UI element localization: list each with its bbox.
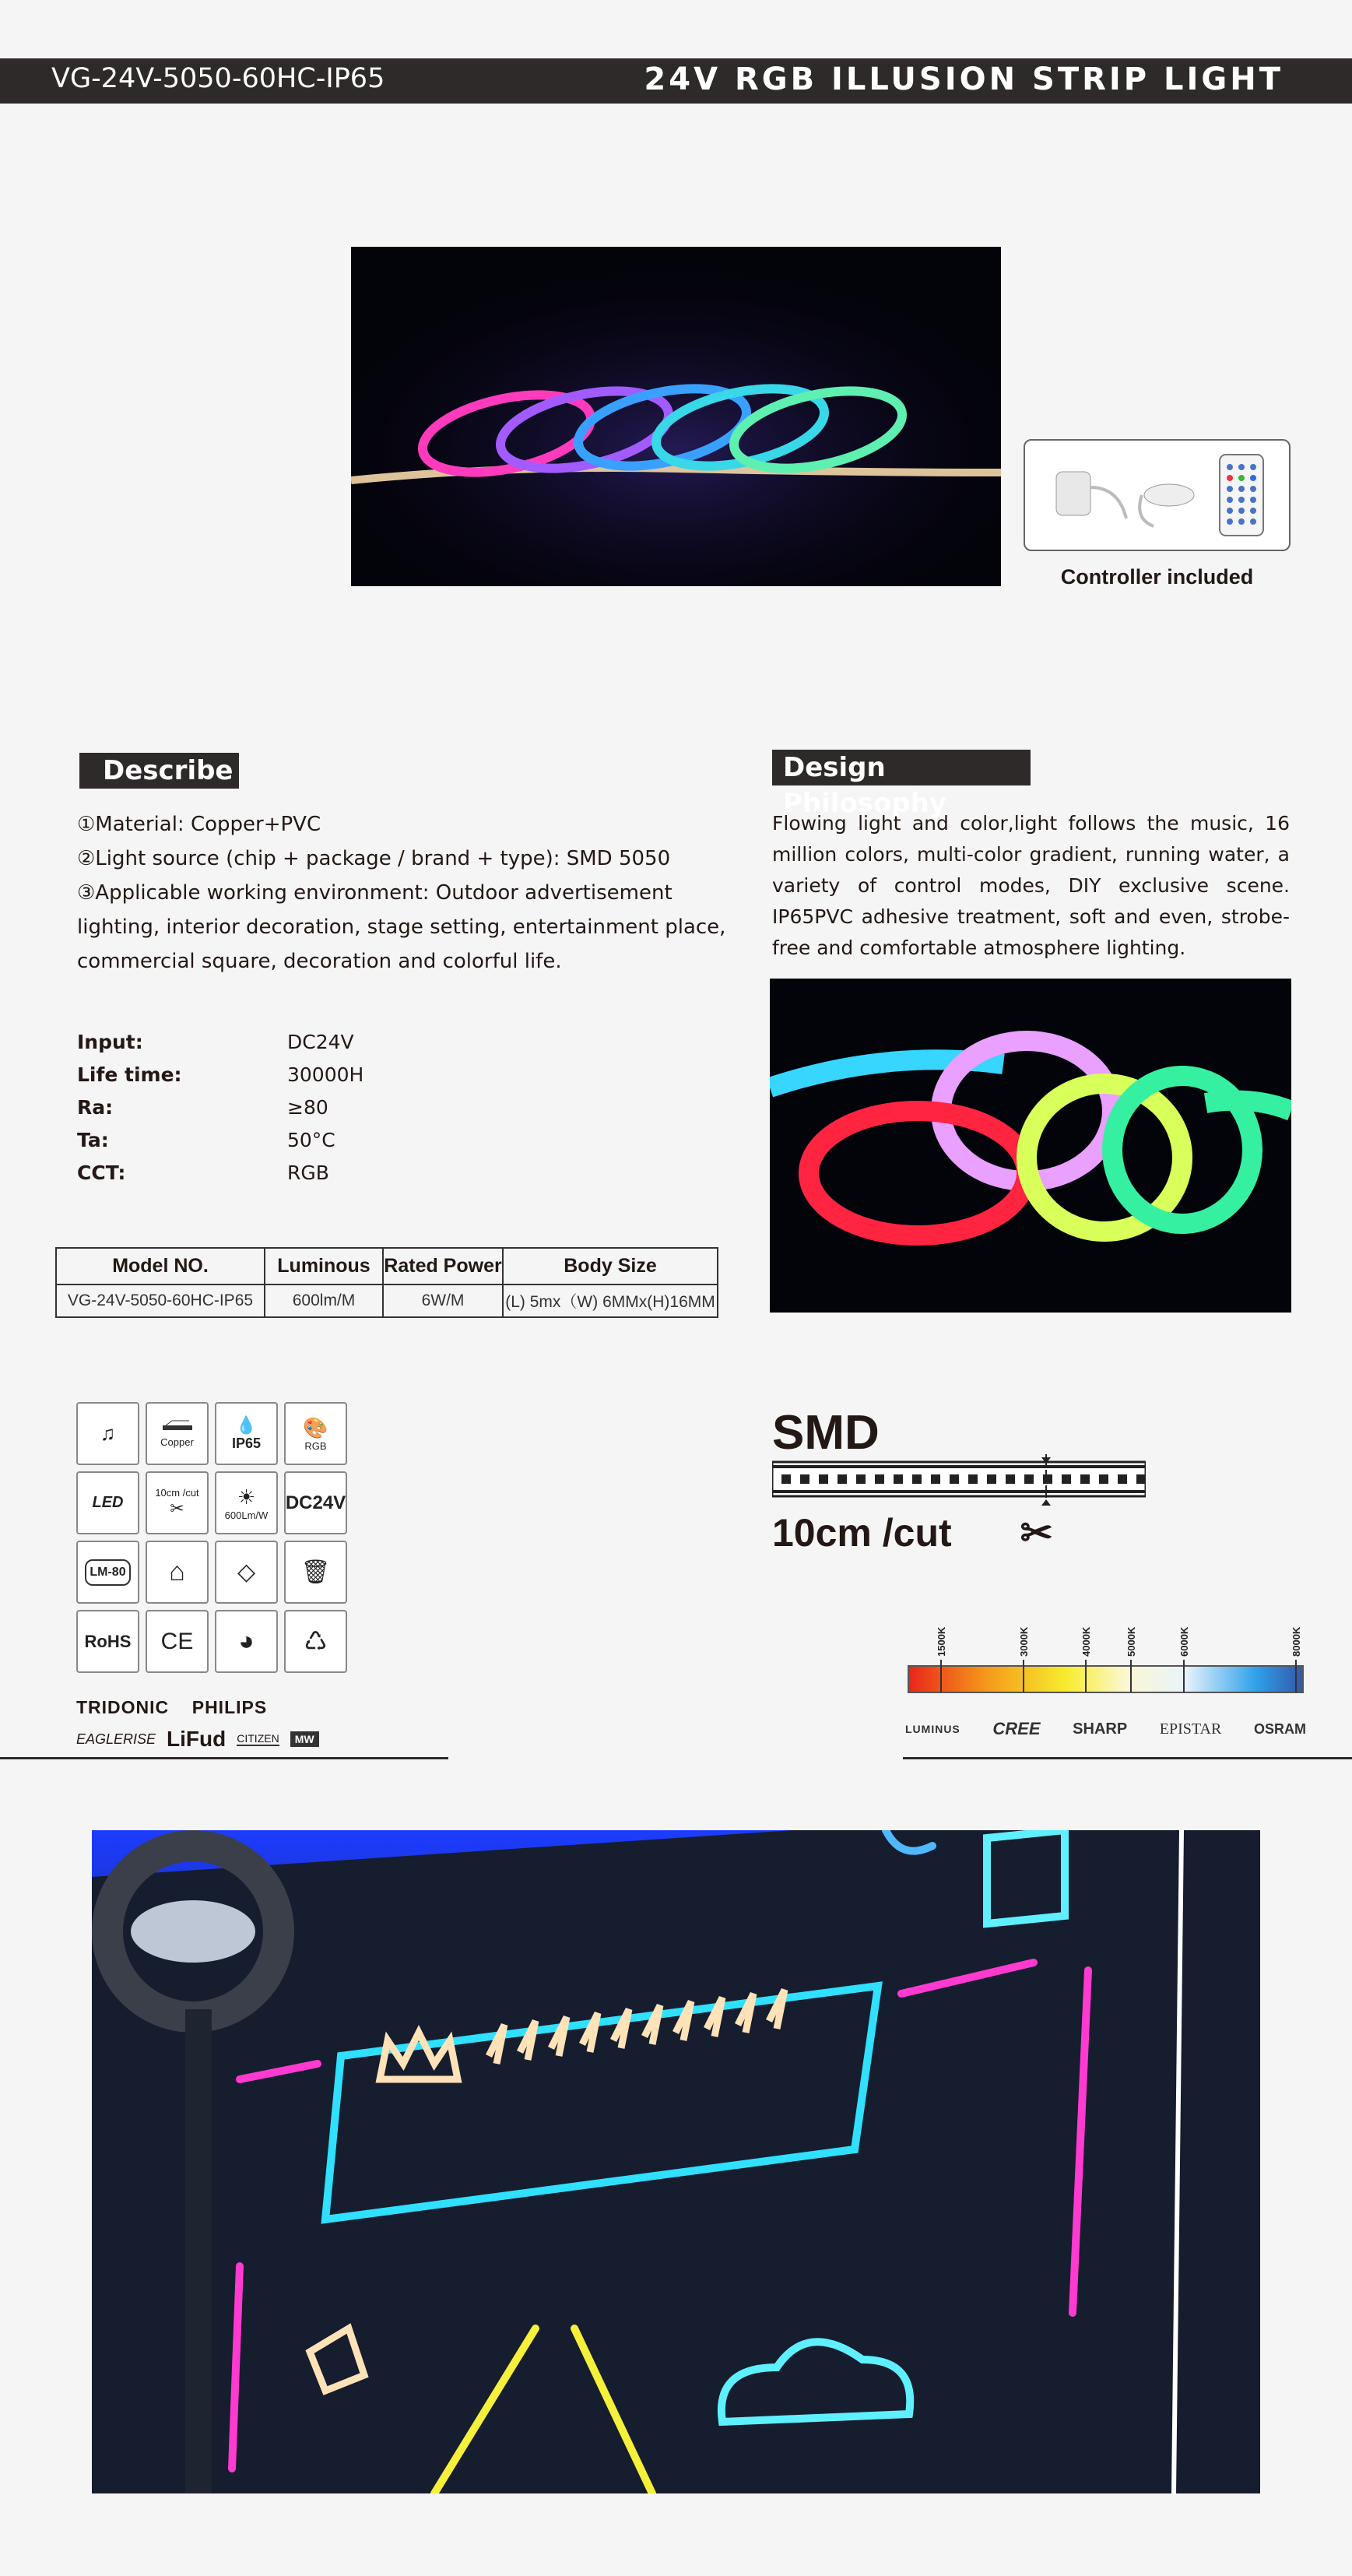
led-label: LED <box>92 1494 124 1511</box>
brand-cree: CREE <box>992 1719 1041 1738</box>
smd-chip <box>800 1474 809 1484</box>
smd-title: SMD <box>772 1406 880 1460</box>
spec-row <box>77 1026 521 1059</box>
spec-value: RGB <box>287 1161 329 1184</box>
cut-length-text: 10cm /cut <box>772 1511 952 1555</box>
brand-tridonic: TRIDONIC <box>76 1697 170 1717</box>
rainbow-coil-illustration <box>770 979 1291 1313</box>
copper-icon <box>146 1402 209 1465</box>
controller-image <box>1024 439 1291 551</box>
cut-icon: 10cm /cut ✂ <box>146 1471 209 1534</box>
table-cell: (L) 5mx（W) 6MMx(H)16MM <box>503 1284 718 1317</box>
cut-icon-label: 10cm /cut <box>155 1487 199 1499</box>
spec-row <box>77 1124 521 1157</box>
spec-row <box>77 1157 521 1190</box>
copper-strip-icon <box>160 1419 195 1436</box>
table-header-cell: Rated Power <box>383 1248 503 1284</box>
spec-key: Life time: <box>77 1063 182 1086</box>
rgb-palette-icon: 🎨 RGB <box>284 1402 347 1465</box>
smd-chip <box>1024 1474 1034 1484</box>
smd-chip <box>931 1474 940 1484</box>
table-header-cell: Model NO. <box>56 1248 265 1284</box>
spec-list <box>77 1026 521 1190</box>
copper-label: Copper <box>160 1436 194 1448</box>
brand-epistar: EPISTAR <box>1159 1720 1222 1738</box>
brand-meanwell: MW <box>290 1731 319 1747</box>
cct-tick-label: 1500K <box>936 1626 947 1657</box>
spec-row <box>77 1059 521 1091</box>
rainbow-coil-photo <box>770 979 1291 1313</box>
cct-tick-label: 5000K <box>1125 1626 1137 1657</box>
table-row <box>56 1284 718 1317</box>
table-header-cell: Body Size <box>503 1248 718 1284</box>
smd-chip <box>1006 1474 1015 1484</box>
rohs-label: RoHS <box>84 1631 132 1651</box>
cct-tick-label: 4000K <box>1080 1626 1092 1657</box>
spec-value: DC24V <box>287 1031 354 1053</box>
divider-line <box>0 1757 448 1759</box>
table-cell: 600lm/M <box>265 1284 383 1317</box>
model-table <box>55 1247 718 1318</box>
smd-chip <box>894 1474 903 1484</box>
brand-row-top <box>76 1697 267 1718</box>
table-header-cell: Luminous <box>265 1248 383 1284</box>
table-cell: VG-24V-5050-60HC-IP65 <box>56 1284 265 1317</box>
smd-chip <box>856 1474 866 1484</box>
spec-key: Input: <box>77 1031 143 1053</box>
smd-chip <box>987 1474 996 1484</box>
smd-chip <box>819 1474 828 1484</box>
model-number: VG-24V-5050-60HC-IP65 <box>51 63 385 94</box>
describe-line: ①Material: Copper+PVC <box>77 813 321 836</box>
brand-citizen: CITIZEN <box>237 1732 279 1745</box>
ce-icon <box>146 1610 209 1673</box>
flame-retardant-icon: ◇ <box>215 1541 278 1604</box>
brand-sharp: SHARP <box>1073 1720 1128 1738</box>
lumen-label: 600Lm/W <box>224 1509 269 1521</box>
smd-chip <box>1043 1474 1052 1484</box>
lumen-icon: ☀ 600Lm/W <box>215 1471 278 1534</box>
brand-row-bottom <box>76 1727 356 1752</box>
header-bar <box>0 58 1352 104</box>
smd-chip <box>1080 1474 1090 1484</box>
describe-list <box>77 807 739 979</box>
design-philosophy-heading: Design Philosophy <box>772 750 1031 785</box>
weee-bin-icon: 🗑 <box>284 1541 347 1604</box>
product-title: 24V RGB ILLUSION STRIP LIGHT <box>644 62 1284 97</box>
smd-chip <box>1136 1474 1146 1484</box>
rohs-icon <box>76 1610 139 1673</box>
feature-icon-grid <box>76 1402 347 1673</box>
spec-value: 50°C <box>287 1129 335 1151</box>
led-icon <box>76 1471 139 1534</box>
recycle-icon: ♺ <box>284 1610 347 1673</box>
spec-key: CCT: <box>77 1161 126 1184</box>
cct-tick-label: 6000K <box>1178 1626 1190 1657</box>
spec-key: Ta: <box>77 1129 109 1151</box>
cut-length-label <box>772 1510 1052 1555</box>
rgb-label: RGB <box>304 1439 327 1452</box>
spec-value: ≥80 <box>287 1096 328 1119</box>
cct-color-scale <box>905 1616 1306 1702</box>
music-icon: ♫ <box>76 1402 139 1465</box>
describe-heading: Describe <box>79 753 239 789</box>
lm80-icon <box>76 1541 139 1604</box>
smd-strip-diagram <box>772 1454 1146 1509</box>
ce-label: CE <box>160 1628 194 1654</box>
table-cell: 6W/M <box>383 1284 503 1317</box>
hero-product-photo <box>351 247 1001 586</box>
brand-luminus: LUMINUS <box>905 1723 960 1735</box>
table-header-row <box>56 1248 718 1284</box>
scissors-icon: ✂ <box>1020 1511 1053 1555</box>
divider-line <box>903 1757 1352 1759</box>
brand-eaglerise: EAGLERISE <box>76 1731 156 1747</box>
ip65-label: IP65 <box>231 1436 262 1451</box>
smd-chip <box>781 1474 791 1484</box>
smd-chip <box>968 1474 978 1484</box>
led-brand-row <box>905 1719 1306 1739</box>
smd-chip <box>1062 1474 1071 1484</box>
describe-line: ②Light source (chip + package / brand + type): SMD 5050 <box>77 847 671 870</box>
application-scene-photo <box>92 1830 1260 2493</box>
smd-chip <box>912 1474 922 1484</box>
describe-line: ③Applicable working environment: Outdoor advertisement lighting, interior decoration, stage setting, entertainment place, commercial square, decoration and colorful life. <box>77 881 726 973</box>
neon-wall-illustration <box>92 1830 1260 2493</box>
spec-value: 30000H <box>287 1063 364 1086</box>
controller-accessories-icon <box>1025 441 1289 550</box>
ip65-icon: 💧 IP65 <box>215 1402 278 1465</box>
indoor-home-icon: ⌂ <box>146 1541 209 1604</box>
dc24v-icon <box>284 1471 347 1534</box>
spec-key: Ra: <box>77 1096 114 1119</box>
design-philosophy-text: Flowing light and color,light follows the music, 16 million colors, multi-color gradient, running water, a variety of control modes, DIY exclusive scene. IP65PVC adhesive treatment, soft and even, strobe-free and comfortable atmosphere lighting. <box>772 812 1290 959</box>
cct-tick-label: 3000K <box>1018 1626 1030 1657</box>
brand-philips: PHILIPS <box>191 1697 268 1717</box>
smd-chip <box>875 1474 884 1484</box>
smd-chip <box>1099 1474 1108 1484</box>
brand-osram: OSRAM <box>1253 1720 1306 1737</box>
brand-lifud: LiFud <box>167 1727 227 1751</box>
smd-chip <box>950 1474 959 1484</box>
lm80-label: LM-80 <box>85 1559 130 1586</box>
neon-coil-illustration <box>351 247 1001 586</box>
dc24v-label: DC24V <box>285 1492 346 1513</box>
controller-caption: Controller included <box>1060 565 1254 589</box>
cct-tick-label: 8000K <box>1291 1626 1302 1657</box>
spec-row <box>77 1091 521 1124</box>
smd-chip <box>838 1474 847 1484</box>
eco-cycle-icon: ◕ <box>215 1610 278 1673</box>
smd-chip <box>1118 1474 1127 1484</box>
